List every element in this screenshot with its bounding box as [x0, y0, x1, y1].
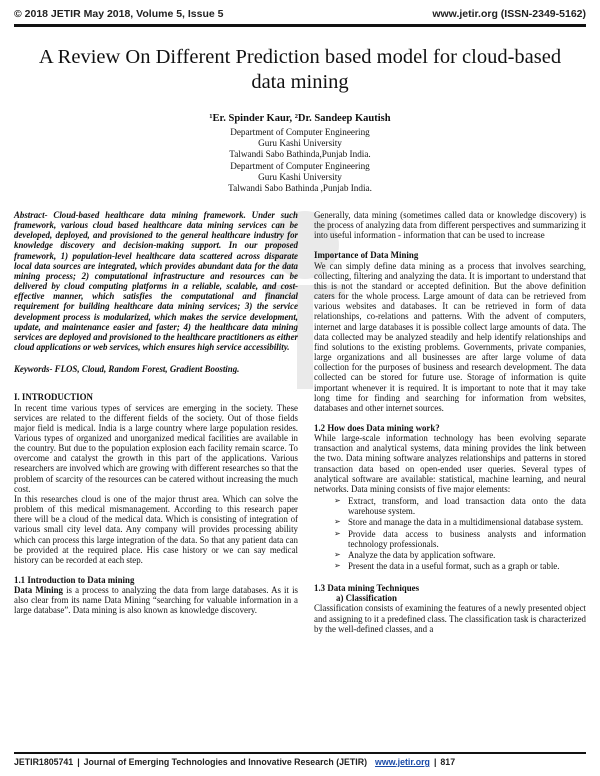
affiliation-line: Department of Computer Engineering [230, 127, 370, 137]
subsection-heading-data-mining: 1.1 Introduction to Data mining [14, 575, 135, 585]
running-header [14, 8, 586, 23]
subsubsection-heading-classification: a) Classification [336, 593, 397, 604]
keywords: Keywords- FLOS, Cloud, Random Forest, Gradient Boosting. [14, 364, 240, 375]
header-journal-info: www.jetir.org (ISSN-2349-5162) [432, 8, 586, 20]
list-item: ➢ Present the data in a useful format, such as a graph or table. [348, 561, 586, 571]
subsection-heading-how-it-works: 1.2 How does Data mining work? [314, 422, 440, 433]
section-heading-introduction: I. INTRODUCTION [14, 392, 93, 403]
body-paragraph: Classification consists of examining the features of a newly presented object and assigning to it a predefined class. The classification task is characterized by the well-defined classes, and a [314, 603, 586, 634]
left-column [14, 210, 298, 616]
footer-rule [14, 752, 586, 754]
affiliation-line: Guru Kashi University [258, 138, 342, 149]
list-item: ➢ Extract, transform, and load transaction data onto the data warehouse system. [348, 496, 586, 516]
right-column [314, 210, 586, 634]
running-footer: JETIR1805741 | Journal of Emerging Technologies and Innovative Research (JETIR) www.jetir.org | 817 [14, 757, 586, 773]
section-heading-importance: Importance of Data Mining [314, 250, 419, 261]
author-affiliations [0, 127, 600, 194]
intro-paragraph [14, 585, 298, 615]
journal-name: Journal of Emerging Technologies and Innovative Research (JETIR) [83, 757, 368, 767]
affiliation-line: Guru Kashi University [258, 171, 342, 182]
affiliation-line: Department of Computer Engineering [230, 160, 370, 171]
elements-list [314, 496, 586, 571]
journal-website-link[interactable]: www.jetir.org [375, 757, 430, 767]
body-paragraph: We can simply define data mining as a process that involves searching, collecting, filtering and analyzing the data. It is important to understand that this is not the standard or accepted definition. But the above definition caters for the whole process. Large amount of data can be retrieved from various websites and databases. It can be retrieved in form of data relationships, co-relations and patterns. With the advent of computers, internet and large databases it is possible collect large amounts of data. The data collected may be analyzed steadily and help identify relationships and find solutions to the existing problems. Governments, private companies, large organizations and all businesses are after large volume of data collection for the purposes of business and research development. The data collected can be stored for future use. Storage of information is quite important whenever it is required. It is important to note that it may take long time for finding and searching for information from websites, databases and other internet sources. [314, 260, 586, 413]
page-number: 817 [440, 757, 456, 767]
body-paragraph: While large-scale information technology has been evolving separate transaction and analytical systems, data mining provides the link between the two. Data mining software analyzes relationships and patterns in stored transaction data based on open-ended user queries. Several types of analytical software are available: statistical, machine learning, and neural networks. Data mining consists of five major elements: [314, 433, 586, 494]
list-item: ➢ Provide data access to business analysts and information technology professionals. [348, 529, 586, 549]
abstract: Abstract- Cloud-based healthcare data mining framework. Under such framework, various cloud based healthcare data mining services can be developed, deployed, and provisioned to the general healthcare industry for knowledge discovery and decision-making support. In our proposed framework, 1) population-level healthcare data scattered across disparate local data sources are integrated, which provides abundant data for the data mining process; 2) computational infrastructure and resources can be delivered by cloud computing platforms in a reliable, scalable, and cost-effective manner, which satisfies the computational and financial requirement for building healthcare data mining services; 3) the service development process is modularized, which makes the service development, update, and maintenance easier and faster; 4) the healthcare data mining services are deployed and provisioned to the healthcare practitioners as either cloud applications or web services, which ensures high service accessibility. [14, 210, 298, 353]
paper-id: JETIR1805741 [14, 757, 74, 767]
header-issue-info: © 2018 JETIR May 2018, Volume 5, Issue 5 [14, 8, 224, 20]
affiliation-line: Talwandi Sabo Bathinda,Punjab India. [229, 149, 371, 160]
header-rule [14, 24, 586, 27]
paper-authors: ¹Er. Spinder Kaur, ²Dr. Sandeep Kautish [209, 113, 391, 124]
list-item: ➢ Analyze the data by application software. [348, 550, 586, 560]
intro-paragraph: In this researches cloud is one of the major thrust area. Which can solve the problem of this medical mismanagement. According to this research paper there will be a cloud of the medical data. Which is consisting of integration of various small city level data. Any company will provides processing ability which can process this large integration of the data. So that any patient data can be provided at the required place. His case history or we can say medical history can be recorded at each step. [14, 493, 298, 565]
subsection-heading-techniques: 1.3 Data mining Techniques [314, 583, 420, 594]
affiliation-line: Talwandi Sabo Bathinda ,Punjab India. [228, 183, 372, 194]
data-mining-definition: is a process to analyzing the data from large databases. As it is also clear from its name Data Mining “searching for valuable information in a large database”. Data mining is also known as knowledge discovery. [14, 585, 299, 616]
paper-title: A Review On Different Prediction based model for cloud-based data mining [38, 46, 562, 93]
intro-paragraph: In recent time various types of services are emerging in the society. These services are related to the different fields of the society. Out of those fields major field is medical. India is a large country where large population resides. Various types of organized and unorganized medical facilities are available in the country. But due to the population explosion each facility remain scarce. To overcome and catalyst the growth in this part of the applications. Various researchers are involved which are growing with different researches so that the problem of scarcity of the resources can be catered without increasing the much cost. [14, 402, 298, 494]
term-data-mining: Data Mining [14, 585, 63, 596]
body-paragraph: Generally, data mining (sometimes called data or knowledge discovery) is the process of analyzing data from different perspectives and summarizing it into useful information - information that can be used to increase [314, 210, 586, 241]
list-item: ➢ Store and manage the data in a multidimensional database system. [348, 517, 586, 527]
